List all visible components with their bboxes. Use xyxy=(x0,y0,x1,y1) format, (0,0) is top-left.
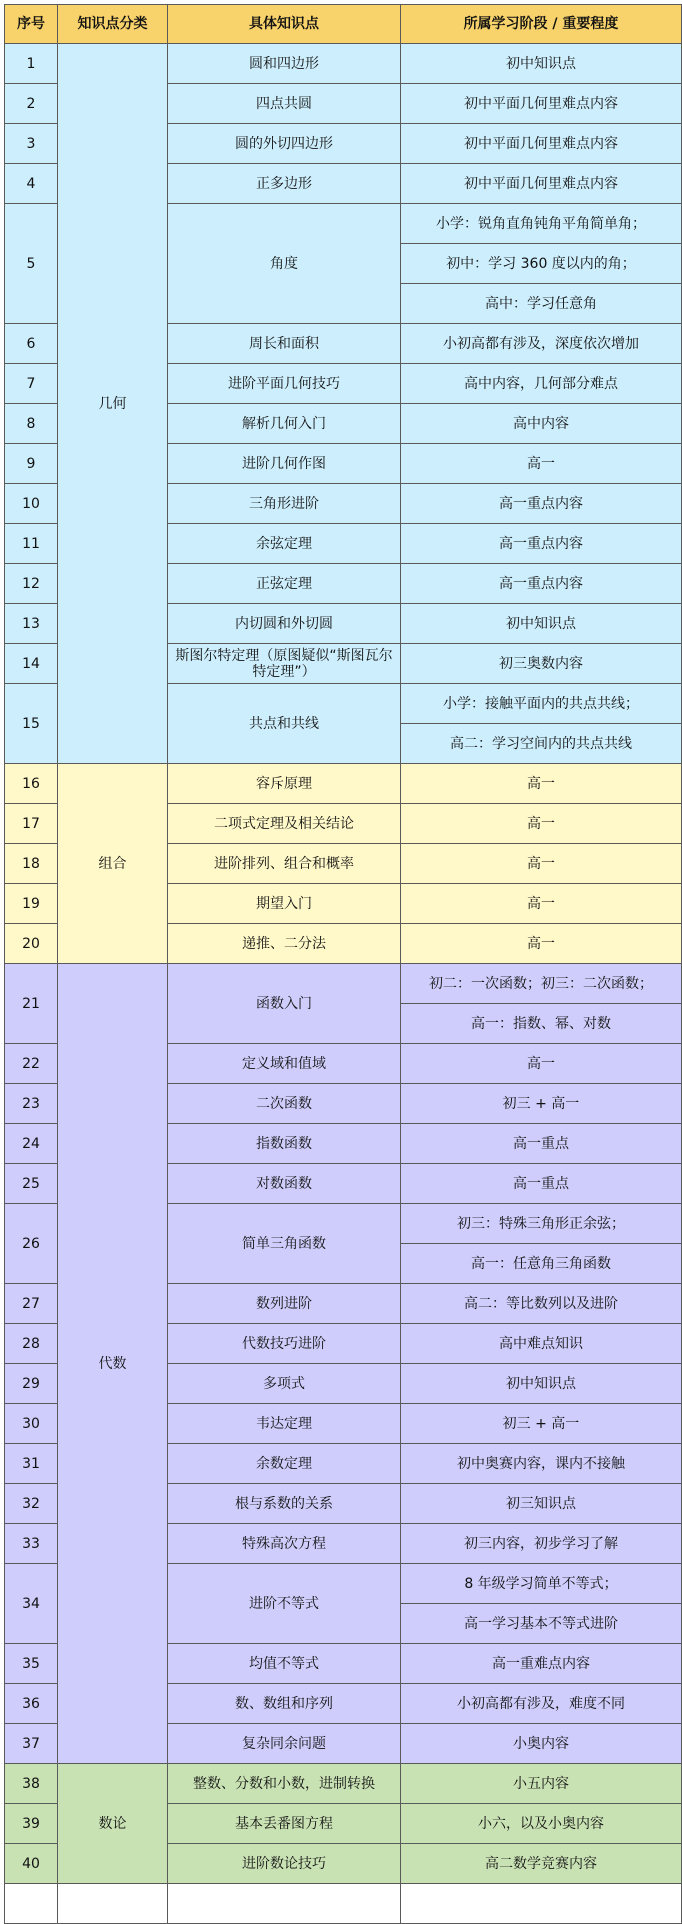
topic-cell: 特殊高次方程 xyxy=(168,1524,401,1564)
stage-cell: 小学：锐角直角钝角平角简单角； xyxy=(401,204,682,244)
row-number: 27 xyxy=(5,1284,58,1324)
stage-cell: 高一 xyxy=(401,844,682,884)
table-body xyxy=(5,44,682,1924)
row-number: 7 xyxy=(5,364,58,404)
row-number: 30 xyxy=(5,1404,58,1444)
header-no: 序号 xyxy=(5,5,58,44)
category-cell: 数论 xyxy=(58,1764,168,1884)
stage-cell: 高一重点内容 xyxy=(401,564,682,604)
topic-cell: 余弦定理 xyxy=(168,524,401,564)
topic-cell: 进阶数论技巧 xyxy=(168,1844,401,1884)
topic-cell: 指数函数 xyxy=(168,1124,401,1164)
topic-cell: 代数技巧进阶 xyxy=(168,1324,401,1364)
row-number: 37 xyxy=(5,1724,58,1764)
stage-cell: 高二：等比数列以及进阶 xyxy=(401,1284,682,1324)
row-number: 31 xyxy=(5,1444,58,1484)
empty-cell xyxy=(5,1884,58,1924)
row-number: 20 xyxy=(5,924,58,964)
stage-cell: 初三 + 高一 xyxy=(401,1084,682,1124)
topic-cell: 三角形进阶 xyxy=(168,484,401,524)
topic-cell: 角度 xyxy=(168,204,401,324)
row-number: 36 xyxy=(5,1684,58,1724)
stage-cell: 初三：特殊三角形正余弦； xyxy=(401,1204,682,1244)
topic-cell: 定义域和值域 xyxy=(168,1044,401,1084)
row-number: 14 xyxy=(5,644,58,684)
topic-cell: 数列进阶 xyxy=(168,1284,401,1324)
topic-cell: 正弦定理 xyxy=(168,564,401,604)
stage-cell: 高一 xyxy=(401,1044,682,1084)
category-cell: 几何 xyxy=(58,44,168,764)
topic-cell: 内切圆和外切圆 xyxy=(168,604,401,644)
row-number: 40 xyxy=(5,1844,58,1884)
row-number: 32 xyxy=(5,1484,58,1524)
empty-row xyxy=(5,1884,682,1924)
table-row xyxy=(5,964,682,1004)
stage-cell: 高一 xyxy=(401,884,682,924)
table-header xyxy=(5,5,682,44)
topic-cell: 期望入门 xyxy=(168,884,401,924)
stage-cell: 高一重点内容 xyxy=(401,484,682,524)
row-number: 33 xyxy=(5,1524,58,1564)
stage-cell: 高中难点知识 xyxy=(401,1324,682,1364)
category-cell: 组合 xyxy=(58,764,168,964)
empty-cell xyxy=(401,1884,682,1924)
header-stage: 所属学习阶段 / 重要程度 xyxy=(401,5,682,44)
stage-cell: 小初高都有涉及，难度不同 xyxy=(401,1684,682,1724)
stage-cell: 初三奥数内容 xyxy=(401,644,682,684)
row-number: 17 xyxy=(5,804,58,844)
table-row xyxy=(5,764,682,804)
table-row xyxy=(5,1764,682,1804)
stage-cell: 高中：学习任意角 xyxy=(401,284,682,324)
row-number: 13 xyxy=(5,604,58,644)
topic-cell: 余数定理 xyxy=(168,1444,401,1484)
stage-cell: 高中内容，几何部分难点 xyxy=(401,364,682,404)
topic-cell: 容斥原理 xyxy=(168,764,401,804)
stage-cell: 初二：一次函数；初三：二次函数； xyxy=(401,964,682,1004)
stage-cell: 高一重点 xyxy=(401,1164,682,1204)
row-number: 21 xyxy=(5,964,58,1044)
row-number: 10 xyxy=(5,484,58,524)
topic-cell: 进阶几何作图 xyxy=(168,444,401,484)
table-row xyxy=(5,44,682,84)
stage-cell: 初中：学习 360 度以内的角； xyxy=(401,244,682,284)
row-number: 26 xyxy=(5,1204,58,1284)
topic-cell: 解析几何入门 xyxy=(168,404,401,444)
stage-cell: 初中知识点 xyxy=(401,1364,682,1404)
stage-cell: 高二数学竞赛内容 xyxy=(401,1844,682,1884)
header-row xyxy=(5,5,682,44)
topic-cell: 对数函数 xyxy=(168,1164,401,1204)
empty-cell xyxy=(168,1884,401,1924)
stage-cell: 小学：接触平面内的共点共线； xyxy=(401,684,682,724)
topic-cell: 韦达定理 xyxy=(168,1404,401,1444)
stage-cell: 高一：任意角三角函数 xyxy=(401,1244,682,1284)
row-number: 18 xyxy=(5,844,58,884)
stage-cell: 高一 xyxy=(401,924,682,964)
topic-cell: 圆和四边形 xyxy=(168,44,401,84)
stage-cell: 初三内容，初步学习了解 xyxy=(401,1524,682,1564)
topic-cell: 圆的外切四边形 xyxy=(168,124,401,164)
stage-cell: 高一重难点内容 xyxy=(401,1644,682,1684)
topic-cell: 复杂同余问题 xyxy=(168,1724,401,1764)
topic-cell: 进阶排列、组合和概率 xyxy=(168,844,401,884)
row-number: 2 xyxy=(5,84,58,124)
topic-cell: 二项式定理及相关结论 xyxy=(168,804,401,844)
stage-cell: 小初高都有涉及，深度依次增加 xyxy=(401,324,682,364)
stage-cell: 初中平面几何里难点内容 xyxy=(401,84,682,124)
stage-cell: 高一 xyxy=(401,764,682,804)
topic-cell: 四点共圆 xyxy=(168,84,401,124)
topic-cell: 均值不等式 xyxy=(168,1644,401,1684)
stage-cell: 小六，以及小奥内容 xyxy=(401,1804,682,1844)
topic-cell: 数、数组和序列 xyxy=(168,1684,401,1724)
row-number: 1 xyxy=(5,44,58,84)
header-category: 知识点分类 xyxy=(58,5,168,44)
stage-cell: 初三 + 高一 xyxy=(401,1404,682,1444)
stage-cell: 高一：指数、幂、对数 xyxy=(401,1004,682,1044)
row-number: 35 xyxy=(5,1644,58,1684)
stage-cell: 小五内容 xyxy=(401,1764,682,1804)
empty-cell xyxy=(58,1884,168,1924)
topic-cell: 斯图尔特定理（原图疑似“斯图瓦尔特定理”） xyxy=(168,644,401,684)
row-number: 16 xyxy=(5,764,58,804)
stage-cell: 初三知识点 xyxy=(401,1484,682,1524)
row-number: 29 xyxy=(5,1364,58,1404)
row-number: 5 xyxy=(5,204,58,324)
stage-cell: 初中奥赛内容，课内不接触 xyxy=(401,1444,682,1484)
stage-cell: 8 年级学习简单不等式； xyxy=(401,1564,682,1604)
stage-cell: 高一 xyxy=(401,804,682,844)
row-number: 23 xyxy=(5,1084,58,1124)
row-number: 8 xyxy=(5,404,58,444)
stage-cell: 高一重点 xyxy=(401,1124,682,1164)
header-topic: 具体知识点 xyxy=(168,5,401,44)
stage-cell: 初中平面几何里难点内容 xyxy=(401,164,682,204)
row-number: 11 xyxy=(5,524,58,564)
topic-cell: 函数入门 xyxy=(168,964,401,1044)
row-number: 22 xyxy=(5,1044,58,1084)
row-number: 19 xyxy=(5,884,58,924)
stage-cell: 高一 xyxy=(401,444,682,484)
row-number: 25 xyxy=(5,1164,58,1204)
row-number: 28 xyxy=(5,1324,58,1364)
stage-cell: 高二：学习空间内的共点共线 xyxy=(401,724,682,764)
stage-cell: 初中平面几何里难点内容 xyxy=(401,124,682,164)
category-cell: 代数 xyxy=(58,964,168,1764)
row-number: 3 xyxy=(5,124,58,164)
topic-cell: 递推、二分法 xyxy=(168,924,401,964)
row-number: 4 xyxy=(5,164,58,204)
row-number: 38 xyxy=(5,1764,58,1804)
topic-cell: 二次函数 xyxy=(168,1084,401,1124)
stage-cell: 高中内容 xyxy=(401,404,682,444)
topic-cell: 根与系数的关系 xyxy=(168,1484,401,1524)
row-number: 24 xyxy=(5,1124,58,1164)
knowledge-table xyxy=(4,4,682,1924)
topic-cell: 正多边形 xyxy=(168,164,401,204)
stage-cell: 小奥内容 xyxy=(401,1724,682,1764)
stage-cell: 初中知识点 xyxy=(401,44,682,84)
row-number: 6 xyxy=(5,324,58,364)
topic-cell: 简单三角函数 xyxy=(168,1204,401,1284)
stage-cell: 高一重点内容 xyxy=(401,524,682,564)
topic-cell: 周长和面积 xyxy=(168,324,401,364)
topic-cell: 整数、分数和小数，进制转换 xyxy=(168,1764,401,1804)
topic-cell: 多项式 xyxy=(168,1364,401,1404)
row-number: 34 xyxy=(5,1564,58,1644)
topic-cell: 进阶平面几何技巧 xyxy=(168,364,401,404)
row-number: 9 xyxy=(5,444,58,484)
topic-cell: 基本丢番图方程 xyxy=(168,1804,401,1844)
row-number: 15 xyxy=(5,684,58,764)
stage-cell: 初中知识点 xyxy=(401,604,682,644)
topic-cell: 共点和共线 xyxy=(168,684,401,764)
row-number: 39 xyxy=(5,1804,58,1844)
topic-cell: 进阶不等式 xyxy=(168,1564,401,1644)
knowledge-table-page xyxy=(4,4,681,1924)
row-number: 12 xyxy=(5,564,58,604)
stage-cell: 高一学习基本不等式进阶 xyxy=(401,1604,682,1644)
